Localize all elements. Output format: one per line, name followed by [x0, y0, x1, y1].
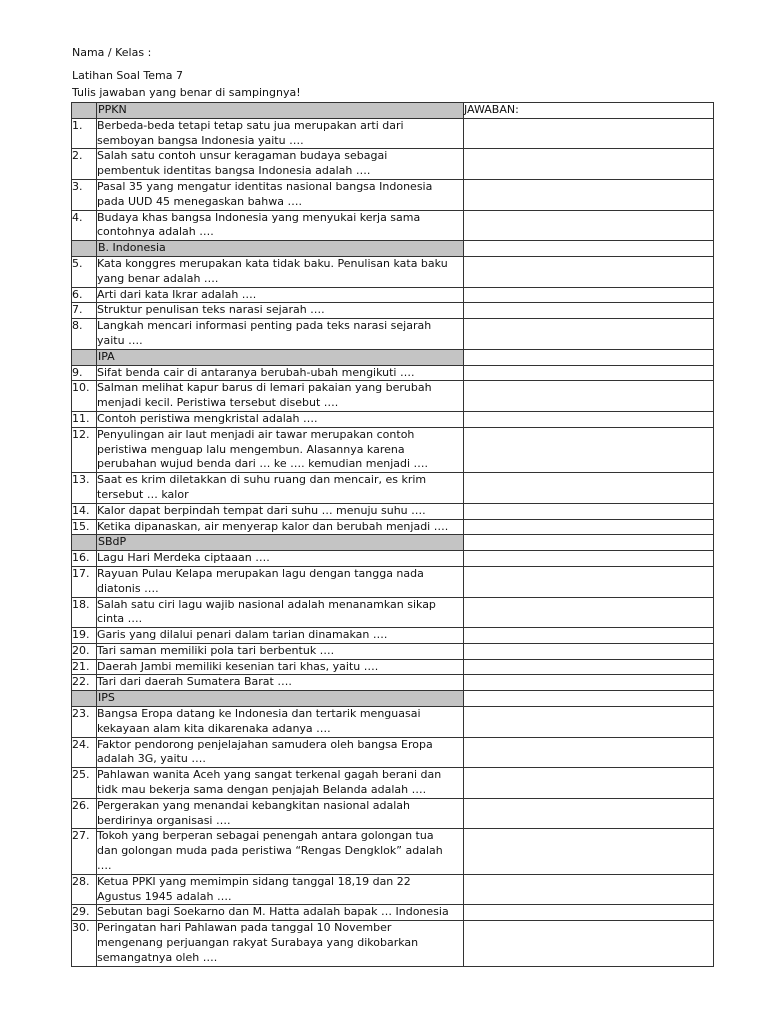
question-row	[72, 829, 714, 874]
question-row	[72, 303, 714, 319]
question-number: 26.	[72, 798, 97, 829]
question-text-line: Budaya khas bangsa Indonesia yang menyukai kerja sama	[97, 210, 421, 224]
question-text-line: berdirinya organisasi ….	[97, 813, 231, 827]
question-text	[97, 303, 464, 319]
section-title: IPS	[97, 691, 464, 707]
question-row	[72, 256, 714, 287]
question-row	[72, 287, 714, 303]
answer-cell[interactable]	[464, 319, 714, 350]
question-text-line: Saat es krim diletakkan di suhu ruang dan mencair, es krim	[97, 473, 427, 487]
question-row	[72, 643, 714, 659]
question-text	[97, 798, 464, 829]
question-text-line: diatonis ….	[97, 581, 159, 595]
answer-cell[interactable]	[464, 503, 714, 519]
question-row	[72, 149, 714, 180]
answer-cell[interactable]	[464, 551, 714, 567]
question-row	[72, 874, 714, 905]
question-number: 14.	[72, 503, 97, 519]
question-number: 25.	[72, 768, 97, 799]
question-text-line: contohnya adalah ….	[97, 225, 214, 239]
question-text-line: mengenang perjuangan rakyat Surabaya yang dikobarkan	[97, 936, 419, 950]
question-text-line: Salman melihat kapur barus di lemari pakaian yang berubah	[97, 381, 432, 395]
question-text-line: Rayuan Pulau Kelapa merupakan lagu dengan tangga nada	[97, 566, 424, 580]
question-text-line: dan golongan muda pada peristiwa “Rengas Dengklok” adalah	[97, 844, 443, 858]
question-text-line: Peringatan hari Pahlawan pada tanggal 10 November	[97, 921, 392, 935]
question-text	[97, 210, 464, 241]
section-number-cell	[72, 103, 97, 119]
question-number: 13.	[72, 473, 97, 504]
answer-cell[interactable]	[464, 737, 714, 768]
question-text	[97, 519, 464, 535]
question-text-line: Pergerakan yang menandai kebangkitan nasional adalah	[97, 798, 410, 812]
question-number: 4.	[72, 210, 97, 241]
answer-cell[interactable]	[464, 628, 714, 644]
question-text-line: Faktor pendorong penjelajahan samudera oleh bangsa Eropa	[97, 737, 433, 751]
question-number: 2.	[72, 149, 97, 180]
question-row	[72, 707, 714, 738]
question-row	[72, 365, 714, 381]
question-number: 3.	[72, 179, 97, 210]
answer-cell[interactable]	[464, 179, 714, 210]
question-row	[72, 798, 714, 829]
question-text-line: cinta ….	[97, 612, 143, 626]
question-number: 23.	[72, 707, 97, 738]
question-text	[97, 319, 464, 350]
question-text-line: Salah satu contoh unsur keragaman budaya sebagai	[97, 149, 388, 163]
question-text-line: Ketua PPKI yang memimpin sidang tanggal 18,19 dan 22	[97, 874, 411, 888]
question-text	[97, 118, 464, 149]
question-text-line: Kalor dapat berpindah tempat dari suhu … menuju suhu ….	[97, 503, 426, 517]
question-text-line: Tari dari daerah Sumatera Barat ….	[97, 675, 292, 689]
question-text-line: Berbeda-beda tetapi tetap satu jua merupakan arti dari	[97, 118, 404, 132]
question-text-line: semboyan bangsa Indonesia yaitu ….	[97, 133, 304, 147]
question-text	[97, 643, 464, 659]
answer-cell[interactable]	[464, 365, 714, 381]
question-row	[72, 675, 714, 691]
question-row	[72, 768, 714, 799]
question-number: 1.	[72, 118, 97, 149]
name-class-label: Nama / Kelas :	[72, 46, 152, 59]
question-number: 18.	[72, 597, 97, 628]
question-text-line: semangatnya oleh ….	[97, 950, 218, 964]
question-row	[72, 659, 714, 675]
question-table	[71, 102, 714, 967]
answer-cell[interactable]	[464, 287, 714, 303]
question-text	[97, 737, 464, 768]
section-header-row	[72, 535, 714, 551]
question-text-line: Pasal 35 yang mengatur identitas nasional bangsa Indonesia	[97, 179, 433, 193]
question-text-line: Struktur penulisan teks narasi sejarah ….	[97, 303, 325, 317]
question-text-line: pada UUD 45 menegaskan bahwa ….	[97, 194, 302, 208]
question-text-line: pembentuk identitas bangsa Indonesia adalah ….	[97, 164, 371, 178]
answer-cell[interactable]	[464, 118, 714, 149]
question-number: 5.	[72, 256, 97, 287]
answer-cell[interactable]	[464, 643, 714, 659]
question-number: 11.	[72, 411, 97, 427]
question-number: 27.	[72, 829, 97, 874]
answer-cell[interactable]	[464, 905, 714, 921]
question-text-line: Contoh peristiwa mengkristal adalah ….	[97, 411, 318, 425]
answer-cell[interactable]	[464, 768, 714, 799]
question-text	[97, 427, 464, 472]
question-row	[72, 381, 714, 412]
question-number: 15.	[72, 519, 97, 535]
question-text	[97, 659, 464, 675]
section-title: PPKN	[97, 103, 464, 119]
answer-cell[interactable]	[464, 707, 714, 738]
question-text-line: Tokoh yang berperan sebagai penengah antara golongan tua	[97, 829, 434, 843]
question-text-line: yang benar adalah ….	[97, 271, 219, 285]
question-number: 10.	[72, 381, 97, 412]
question-number: 12.	[72, 427, 97, 472]
answer-cell[interactable]	[464, 210, 714, 241]
question-text	[97, 179, 464, 210]
question-text-line: Ketika dipanaskan, air menyerap kalor dan berubah menjadi ….	[97, 519, 449, 533]
section-header-row	[72, 349, 714, 365]
question-number: 21.	[72, 659, 97, 675]
question-text	[97, 905, 464, 921]
question-text	[97, 921, 464, 966]
question-number: 29.	[72, 905, 97, 921]
question-text-line: Agustus 1945 adalah ….	[97, 889, 232, 903]
question-text-line: Sifat benda cair di antaranya berubah-ubah mengikuti ….	[97, 365, 415, 379]
section-number-cell	[72, 691, 97, 707]
instruction-text: Tulis jawaban yang benar di sampingnya!	[72, 86, 301, 99]
question-text-line: peristiwa menguap lalu mengembun. Alasannya karena	[97, 442, 405, 456]
question-text	[97, 287, 464, 303]
answer-cell[interactable]	[464, 473, 714, 504]
question-text-line: Daerah Jambi memiliki kesenian tari khas, yaitu ….	[97, 659, 379, 673]
question-text	[97, 381, 464, 412]
section-number-cell	[72, 535, 97, 551]
question-text	[97, 503, 464, 519]
question-text	[97, 365, 464, 381]
question-number: 6.	[72, 287, 97, 303]
question-text-line: tersebut … kalor	[97, 487, 189, 501]
question-row	[72, 179, 714, 210]
question-row	[72, 597, 714, 628]
question-number: 22.	[72, 675, 97, 691]
question-number: 19.	[72, 628, 97, 644]
answer-cell[interactable]	[464, 149, 714, 180]
question-text-line: Salah satu ciri lagu wajib nasional adalah menanamkan sikap	[97, 597, 436, 611]
question-text	[97, 566, 464, 597]
question-number: 30.	[72, 921, 97, 966]
section-title: SBdP	[97, 535, 464, 551]
answer-cell[interactable]	[464, 691, 714, 707]
answer-cell[interactable]	[464, 427, 714, 472]
question-number: 20.	[72, 643, 97, 659]
question-text-line: Lagu Hari Merdeka ciptaaan ….	[97, 551, 270, 565]
answer-cell[interactable]	[464, 381, 714, 412]
question-row	[72, 737, 714, 768]
answer-cell[interactable]	[464, 874, 714, 905]
question-text-line: tidk mau bekerja sama dengan penjajah Belanda adalah ….	[97, 783, 427, 797]
question-row	[72, 519, 714, 535]
answer-cell[interactable]	[464, 349, 714, 365]
question-row	[72, 473, 714, 504]
question-text	[97, 829, 464, 874]
answer-cell[interactable]	[464, 535, 714, 551]
question-text	[97, 256, 464, 287]
question-text	[97, 675, 464, 691]
question-text-line: Tari saman memiliki pola tari berbentuk ….	[97, 643, 335, 657]
answer-cell[interactable]	[464, 519, 714, 535]
question-text	[97, 707, 464, 738]
answer-cell[interactable]	[464, 566, 714, 597]
answer-cell[interactable]	[464, 411, 714, 427]
question-number: 8.	[72, 319, 97, 350]
answer-cell[interactable]	[464, 675, 714, 691]
question-row	[72, 921, 714, 966]
question-text-line: ….	[97, 859, 112, 873]
question-row	[72, 411, 714, 427]
question-text-line: Sebutan bagi Soekarno dan M. Hatta adalah bapak … Indonesia	[97, 905, 449, 919]
question-text	[97, 628, 464, 644]
question-text	[97, 473, 464, 504]
question-row	[72, 118, 714, 149]
answer-cell[interactable]	[464, 659, 714, 675]
question-text-line: Bangsa Eropa datang ke Indonesia dan tertarik menguasai	[97, 707, 421, 721]
answer-cell[interactable]	[464, 798, 714, 829]
question-text	[97, 768, 464, 799]
question-text-line: Kata konggres merupakan kata tidak baku. Penulisan kata baku	[97, 256, 448, 270]
question-text-line: Penyulingan air laut menjadi air tawar merupakan contoh	[97, 427, 415, 441]
section-number-cell	[72, 349, 97, 365]
question-row	[72, 503, 714, 519]
answer-cell[interactable]	[464, 303, 714, 319]
question-row	[72, 566, 714, 597]
question-text-line: Langkah mencari informasi penting pada teks narasi sejarah	[97, 319, 432, 333]
question-number: 16.	[72, 551, 97, 567]
section-header-row	[72, 241, 714, 257]
question-row	[72, 628, 714, 644]
answer-column-header: JAWABAN:	[464, 103, 714, 119]
question-text	[97, 149, 464, 180]
question-text	[97, 597, 464, 628]
answer-cell[interactable]	[464, 597, 714, 628]
question-row	[72, 210, 714, 241]
question-number: 28.	[72, 874, 97, 905]
question-row	[72, 427, 714, 472]
question-text	[97, 874, 464, 905]
answer-cell[interactable]	[464, 921, 714, 966]
question-row	[72, 905, 714, 921]
question-text-line: menjadi kecil. Peristiwa tersebut disebut ….	[97, 396, 339, 410]
question-text-line: perubahan wujud benda dari … ke …. kemudian menjadi ….	[97, 457, 429, 471]
answer-cell[interactable]	[464, 241, 714, 257]
question-number: 17.	[72, 566, 97, 597]
section-title: IPA	[97, 349, 464, 365]
answer-cell[interactable]	[464, 829, 714, 874]
question-text-line: Pahlawan wanita Aceh yang sangat terkenal gagah berani dan	[97, 768, 442, 782]
question-text-line: Garis yang dilalui penari dalam tarian dinamakan ….	[97, 628, 388, 642]
question-text-line: kekayaan alam kita dikarenaka adanya ….	[97, 721, 331, 735]
section-header-row	[72, 103, 714, 119]
question-text-line: yaitu ….	[97, 333, 143, 347]
answer-cell[interactable]	[464, 256, 714, 287]
section-title: B. Indonesia	[97, 241, 464, 257]
worksheet-title: Latihan Soal Tema 7	[72, 69, 183, 82]
section-number-cell	[72, 241, 97, 257]
question-number: 24.	[72, 737, 97, 768]
question-row	[72, 551, 714, 567]
question-text-line: Arti dari kata Ikrar adalah ….	[97, 287, 257, 301]
question-row	[72, 319, 714, 350]
question-text	[97, 551, 464, 567]
question-text	[97, 411, 464, 427]
section-header-row	[72, 691, 714, 707]
question-number: 7.	[72, 303, 97, 319]
question-text-line: adalah 3G, yaitu ….	[97, 752, 206, 766]
question-number: 9.	[72, 365, 97, 381]
